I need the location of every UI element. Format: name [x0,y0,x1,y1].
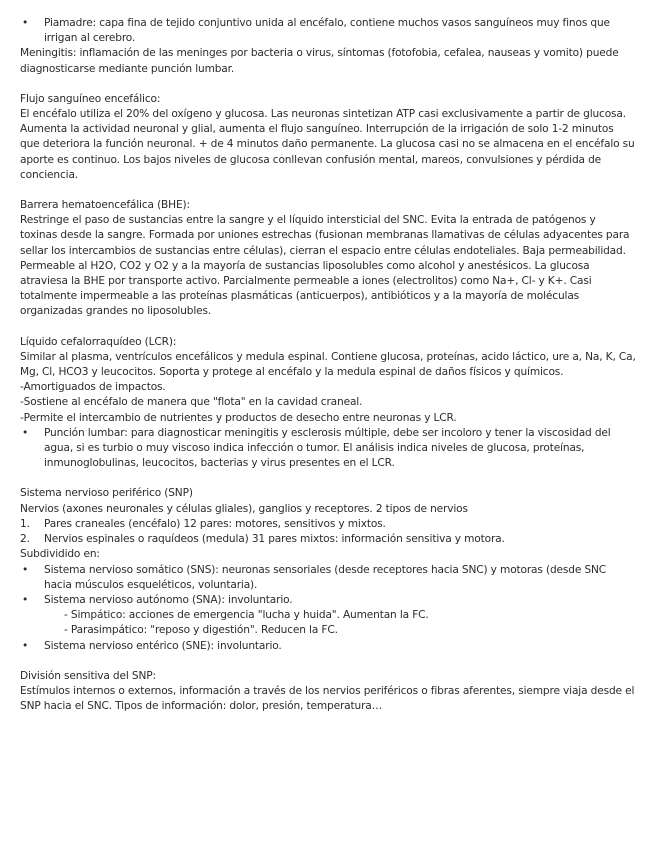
sub-simpatico: - Simpático: acciones de emergencia "lucha y huida". Aumentan la FC. [20,608,636,623]
subdividido-label: Subdividido en: [20,548,100,561]
lcr-line-1: -Amortiguados de impactos. [20,381,166,394]
bullet-sne: • Sistema nervioso entérico (SNE): involuntario. [20,639,636,654]
snp-intro: Nervios (axones neuronales y células gliales), ganglios y receptores. 2 tipos de nervios [20,502,468,515]
numbered-item-1 [20,517,636,532]
bullet-sna: • Sistema nervioso autónomo (SNA): involuntario. [20,593,636,608]
document-body [20,16,636,714]
item-number: 2. [20,533,30,546]
bullet-sns: • Sistema nervioso somático (SNS): neuronas sensoriales (desde receptores hacia SNC) y motoras (desde SNC hacia músculos esqueléticos, voluntaria). [20,563,636,593]
flujo-body: El encéfalo utiliza el 20% del oxígeno y glucosa. Las neuronas sintetizan ATP casi exclusivamente a partir de glucosa. Aumenta la actividad neuronal y glial, aumenta el flujo sanguíneo. Interrupción de la irrigación de solo 1-2 minutos que deteriora la función neuronal. + de 4 minutos daño permanente. La glucosa casi no se almacena en el encéfalo su aporte es continuo. Los bajos niveles de glucosa conllevan confusión mental, mareos, convulsiones y pérdida de conciencia. [20,108,635,181]
item-number: 1. [20,517,30,530]
item-text: Pares craneales (encéfalo) 12 pares: motores, sensitivos y mixtos. [44,517,386,530]
snp-heading: Sistema nervioso periférico (SNP) [20,487,193,500]
bhe-heading: Barrera hematoencefálica (BHE): [20,199,190,212]
division-heading: División sensitiva del SNP: [20,669,156,682]
meningitis-text: Meningitis: inflamación de las meninges por bacteria o virus, síntomas (fotofobia, cefalea, nauseas y vomito) puede diagnosticarse mediante punción lumbar. [20,47,619,75]
flujo-heading: Flujo sanguíneo encefálico: [20,92,161,105]
lcr-line-3: -Permite el intercambio de nutrientes y productos de desecho entre neuronas y LCR. [20,411,457,424]
bhe-body: Restringe el paso de sustancias entre la sangre y el líquido intersticial del SNC. Evita la entrada de patógenos y toxinas desde la sangre. Formada por uniones estrechas (fusionan membranas llamativas de células adyacentes para sellar los intercambios de sustancias entre células), cierran el espacio entre células endoteliales. Baja permeabilidad. Permeable al H2O, CO2 y O2 y a la mayoría de sustancias liposolubles como alcohol y anestésicos. La glucosa atraviesa la BHE por transporte activo. Parcialmente permeable a iones (electrolitos) como Na+, Cl- y K+. Casi totalmente impermeable a las proteínas plasmáticas (anticuerpos), antibióticos y a la mayoría de moléculas organizadas grandes no liposolubles. [20,214,630,318]
lcr-line-2: -Sostiene al encéfalo de manera que "flota" en la cavidad craneal. [20,396,363,409]
lcr-body: Similar al plasma, ventrículos encefálicos y medula espinal. Contiene glucosa, proteínas, acido láctico, ure a, Na, K, Ca, Mg, Cl, HCO3 y leucocitos. Soporta y protege al encéfalo y la medula espinal de daños físicos y químicos. [20,350,636,379]
lcr-heading: Líquido cefalorraquídeo (LCR): [20,335,177,348]
sub-parasimpatico: - Parasimpático: "reposo y digestión". Reducen la FC. [20,623,636,638]
item-text: Nervios espinales o raquídeos (medula) 31 pares mixtos: información sensitiva y motora. [44,533,505,546]
numbered-item-2 [20,532,636,547]
bullet-piamadre: • Piamadre: capa fina de tejido conjuntivo unida al encéfalo, contiene muchos vasos sanguíneos muy finos que irrigan al cerebro. [20,16,636,46]
bullet-puncion-lumbar: • Punción lumbar: para diagnosticar meningitis y esclerosis múltiple, debe ser incoloro y tener la viscosidad del agua, si es turbio o muy viscoso indica infección o tumor. El análisis indica niveles de glucosa, proteínas, inmunoglobulinas, leucocitos, bacterias y virus presentes en el LCR. [20,426,636,472]
division-body: Estímulos internos o externos, información a través de los nervios periféricos o fibras aferentes, siempre viaja desde el SNP hacia el SNC. Tipos de información: dolor, presión, temperatura… [20,684,635,713]
